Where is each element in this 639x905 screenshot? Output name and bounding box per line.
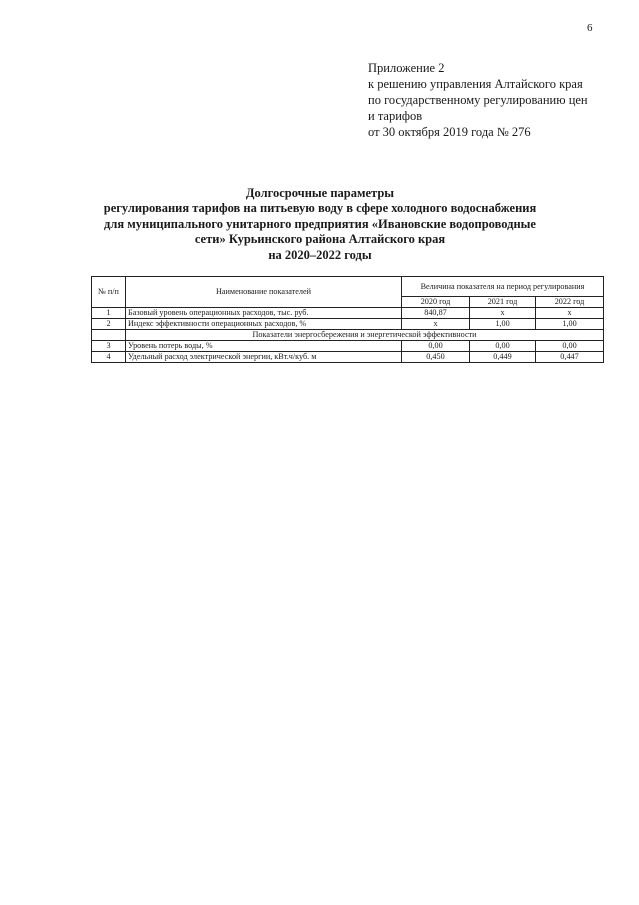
row-num: 1 xyxy=(92,308,126,319)
title-line: регулирования тарифов на питьевую воду в сфере холодного водоснабжения xyxy=(103,201,537,216)
document-title xyxy=(80,186,560,263)
header-period: Величина показателя на период регулирования xyxy=(402,277,604,297)
row-value: х xyxy=(470,308,536,319)
row-value: 0,00 xyxy=(536,341,604,352)
row-value: 0,449 xyxy=(470,352,536,363)
appendix-line: от 30 октября 2019 года № 276 xyxy=(368,125,531,139)
row-num: 2 xyxy=(92,319,126,330)
title-line: на 2020–2022 годы xyxy=(268,247,372,262)
header-year-2020: 2020 год xyxy=(402,297,470,308)
row-value: 1,00 xyxy=(536,319,604,330)
row-value: 1,00 xyxy=(470,319,536,330)
appendix-line: Приложение 2 xyxy=(368,61,445,75)
parameters-table xyxy=(91,276,604,363)
row-value: х xyxy=(536,308,604,319)
row-name: Индекс эффективности операционных расходов, % xyxy=(126,319,402,330)
row-value: 0,00 xyxy=(402,341,470,352)
table-row xyxy=(92,319,604,330)
appendix-header xyxy=(368,60,628,140)
title-line: для муниципального унитарного предприятия «Ивановские водопроводные xyxy=(104,216,536,231)
table-row xyxy=(92,308,604,319)
appendix-line: по государственному регулированию цен xyxy=(368,93,588,107)
title-line: Долгосрочные параметры xyxy=(245,186,395,200)
section-empty-cell xyxy=(92,330,126,341)
title-line: сети» Курьинского района Алтайского края xyxy=(194,232,446,247)
row-value: 840,87 xyxy=(402,308,470,319)
row-name: Уровень потерь воды, % xyxy=(126,341,402,352)
header-num: № п/п xyxy=(92,277,126,308)
appendix-line: и тарифов xyxy=(368,109,423,123)
row-num: 4 xyxy=(92,352,126,363)
row-num: 3 xyxy=(92,341,126,352)
page-number: 6 xyxy=(587,22,593,34)
row-value: 0,00 xyxy=(470,341,536,352)
section-row xyxy=(92,330,604,341)
row-value: 0,447 xyxy=(536,352,604,363)
row-value: 0,450 xyxy=(402,352,470,363)
table-row xyxy=(92,341,604,352)
section-title: Показатели энергосбережения и энергетической эффективности xyxy=(126,330,604,341)
row-value: х xyxy=(402,319,470,330)
appendix-line: к решению управления Алтайского края xyxy=(368,77,583,91)
header-year-2022: 2022 год xyxy=(536,297,604,308)
table-row xyxy=(92,352,604,363)
table-header-row xyxy=(92,277,604,297)
header-year-2021: 2021 год xyxy=(470,297,536,308)
header-name: Наименование показателей xyxy=(126,277,402,308)
row-name: Базовый уровень операционных расходов, тыс. руб. xyxy=(126,308,402,319)
row-name: Удельный расход электрической энергии, кВт.ч/куб. м xyxy=(126,352,402,363)
